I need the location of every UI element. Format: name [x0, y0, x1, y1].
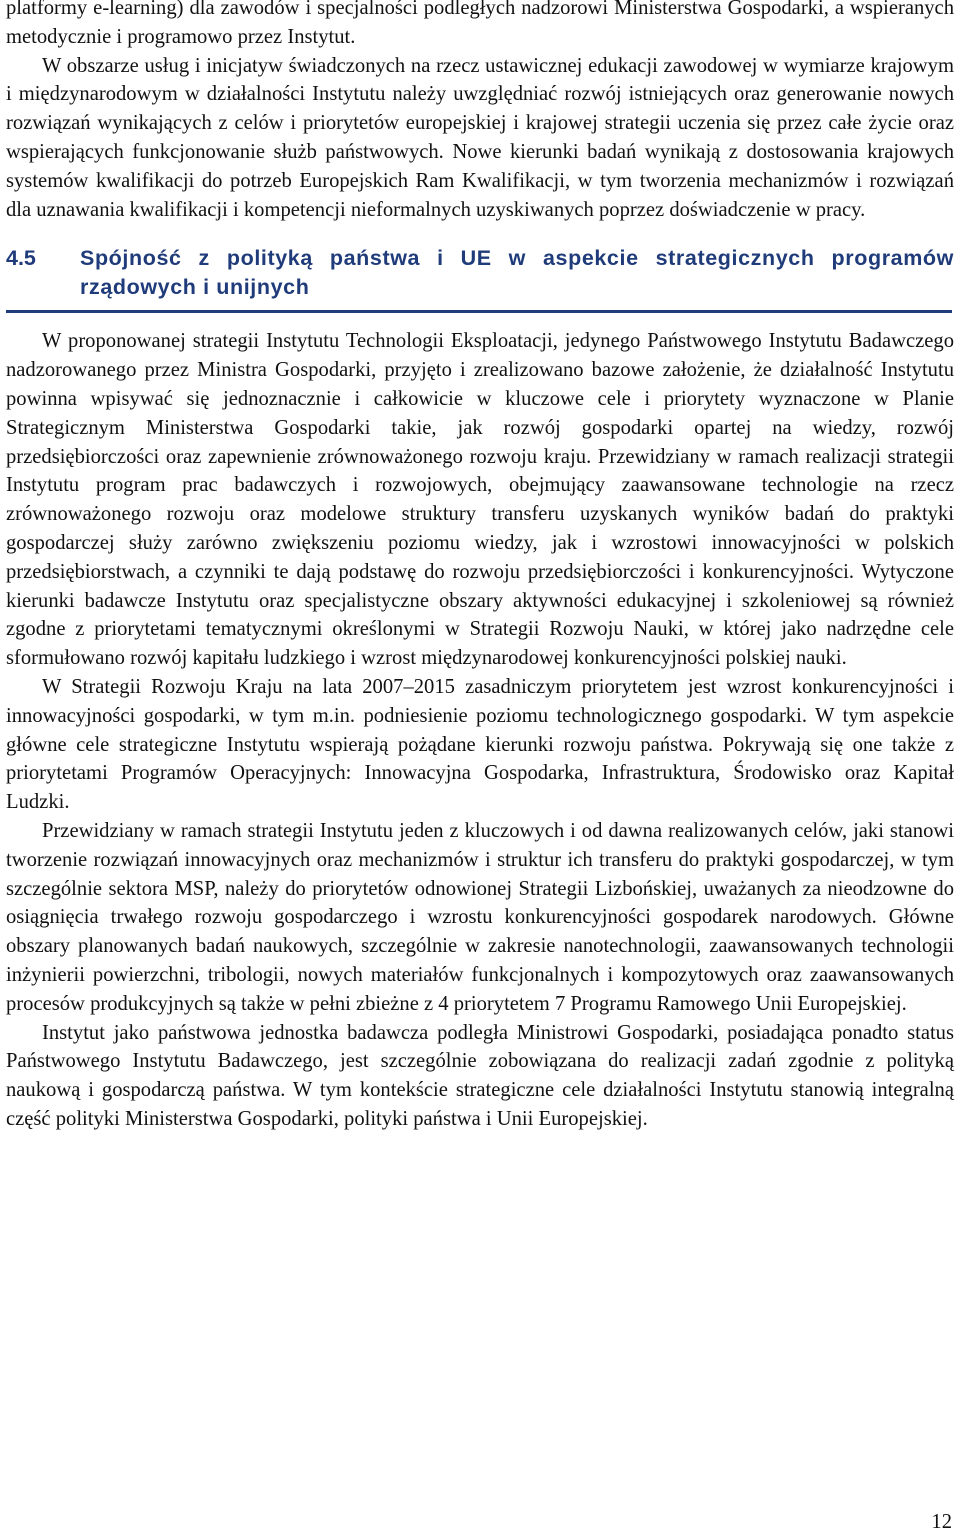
paragraph-national-strategy: W Strategii Rozwoju Kraju na lata 2007–2015 zasadniczym priorytetem jest wzrost konkurencyjności i innowacyjności gospodarki, w tym m.in. podniesienie poziomu technologicznego gospodarki. W tym aspekcie główne cele strategiczne Instytutu wspierają pożądane kierunki rozwoju państwa. Pokrywają się one także z priorytetami Programów Operacyjnych: Innowacyjna Gospodarka, Infrastruktura, Środowisko oraz Kapitał Ludzki.: [6, 675, 954, 814]
section-title: Spójność z polityką państwa i UE w aspekcie strategicznych programów rządowych i unijnych: [80, 246, 954, 300]
paragraph-strategy-basis: W proponowanej strategii Instytutu Technologii Eksploatacji, jedynego Państwowego Instytutu Badawczego nadzorowanego przez Ministra Gospodarki, przyjęto i zrealizowano bazowe założenie, że działalność Instytutu powinna wpisywać się jednoznacznie i całkowicie w kluczowe cele i priorytety wyznaczone w Planie Strategicznym Ministerstwa Gospodarki takie, jak rozwój gospodarki opartej na wiedzy, rozwój przedsiębiorczości oraz zapewnienie zrównoważonego rozwoju kraju. Przewidziany w ramach realizacji strategii Instytutu program prac badawczych i rozwojowych, obejmujący zaawansowane technologie na rzecz zrównoważonego rozwoju oraz modelowe struktury transferu uzyskanych wyników badań do praktyki gospodarczej służy zarówno zwiększeniu poziomu wiedzy, jak i wzrostowi innowacyjności w polskich przedsiębiorstwach, a czynniki te dają podstawę do rozwoju przedsiębiorczości i konkurencyjności. Wytyczone kierunki badawcze Instytutu oraz specjalistyczne obszary aktywności edukacyjnej i szkoleniowej są również zgodne z priorytetami tematycznymi określonymi w Strategii Rozwoju Nauki, w której jako nadrzędne cele sformułowano rozwój kapitału ludzkiego i wzrost międzynarodowej konkurencyjności polskiej nauki.: [6, 330, 954, 670]
paragraph-lifelong-learning: W obszarze usług i inicjatyw świadczonych na rzecz ustawicznej edukacji zawodowej w wymiarze krajowym i międzynarodowym w działalności Instytutu należy uwzględniać rozwój istniejących oraz generowanie nowych rozwiązań wynikających z celów i priorytetów europejskiej i krajowej strategii uczenia się przez całe życie oraz wspierających funkcjonowanie służb państwowych. Nowe kierunki badań wynikają z dostosowania krajowych systemów kwalifikacji do potrzeb Europejskich Ram Kwalifikacji, w tym tworzenia mechanizmów i rozwiązań dla uznawania kwalifikacji i kompetencji nieformalnych uzyskiwanych poprzez doświadczenie w pracy.: [6, 54, 954, 221]
paragraph-continued: platformy e-learning) dla zawodów i specjalności podległych nadzorowi Ministerstwa Gospodarki, a wspieranych metodycznie i programowo przez Instytut.: [6, 0, 954, 48]
page-number: 12: [931, 1511, 952, 1533]
document-page: [6, 0, 954, 1134]
paragraph-institute-status: Instytut jako państwowa jednostka badawcza podległa Ministrowi Gospodarki, posiadająca ponadto status Państwowego Instytutu Badawczego, jest szczególnie zobowiązana do realizacji zadań zgodnie z polityką naukową i gospodarczą państwa. W tym kontekście strategiczne cele działalności Instytutu stanowią integralną część polityki Ministerstwa Gospodarki, polityki państwa i Unii Europejskiej.: [6, 1021, 954, 1130]
section-number: 4.5: [6, 246, 36, 271]
section-heading: [6, 244, 954, 302]
paragraph-lisbon-strategy: Przewidziany w ramach strategii Instytutu jeden z kluczowych i od dawna realizowanych celów, jaki stanowi tworzenie rozwiązań innowacyjnych oraz mechanizmów i struktur ich transferu do praktyki gospodarczej, w tym szczególnie sektora MSP, należy do priorytetów odnowionej Strategii Lizbońskiej, uważanych za nieodzowne do osiągnięcia trwałego rozwoju gospodarczego i wzrostu konkurencyjności gospodarek narodowych. Główne obszary planowanych badań naukowych, szczególnie w zakresie nanotechnologii, zaawansowanych technologii inżynierii powierzchni, tribologii, nowych materiałów funkcjonalnych i kompozytowych oraz zaawansowanych procesów produkcyjnych są także w pełni zbieżne z 4 priorytetem 7 Programu Ramowego Unii Europejskiej.: [6, 819, 954, 1015]
heading-underline: [6, 310, 952, 313]
